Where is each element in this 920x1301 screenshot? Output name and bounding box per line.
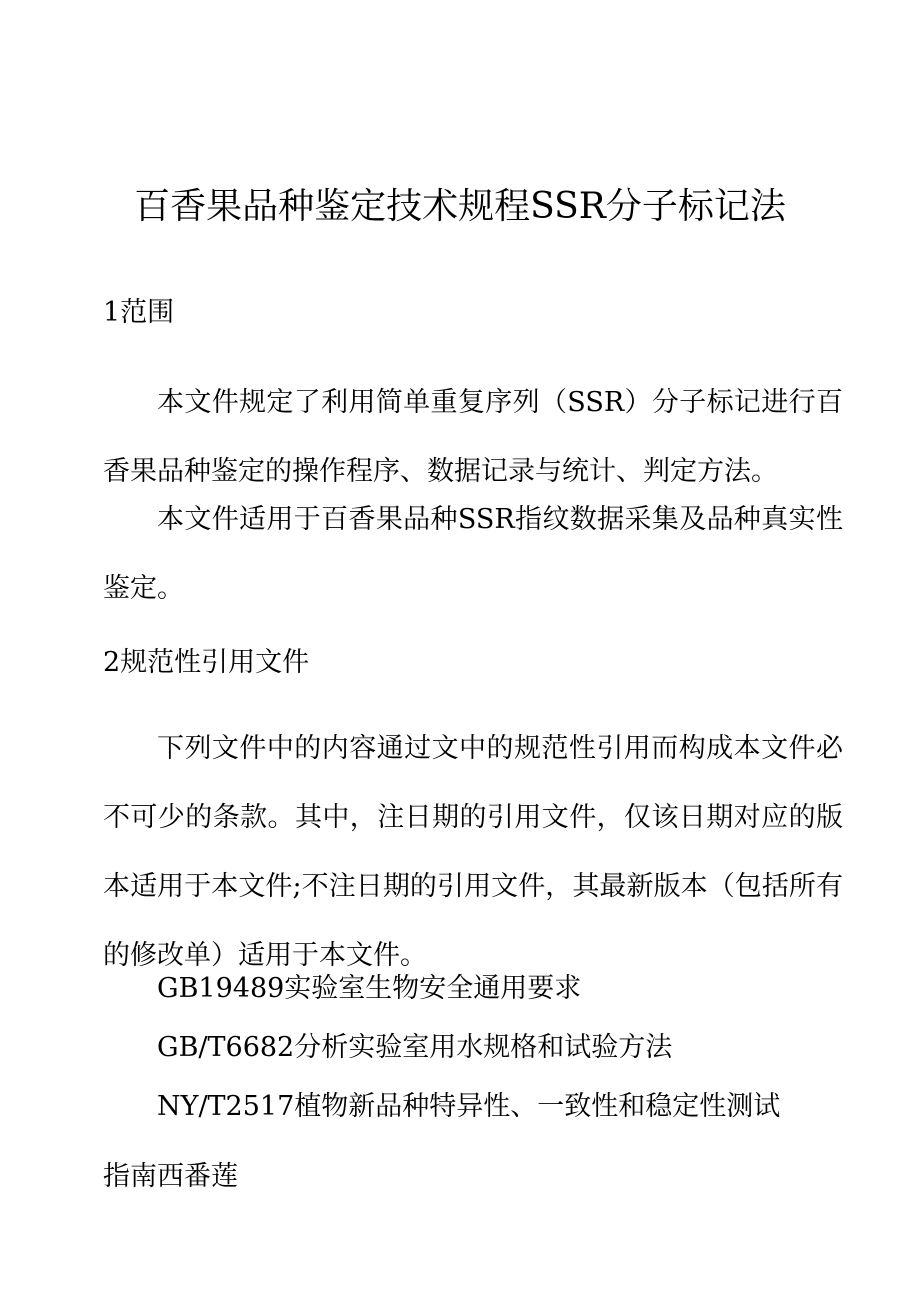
document-title: 百香果品种鉴定技术规程SSR分子标记法 xyxy=(134,186,786,227)
reference-item-gbt6682: GB/T6682分析实验室用水规格和试验方法 xyxy=(157,1032,673,1063)
reference-item-nyt2517-continuation: 指南西番莲 xyxy=(103,1161,238,1192)
reference-item-nyt2517: NY/T2517植物新品种特异性、一致性和稳定性测试 xyxy=(157,1091,781,1122)
section-heading-scope: 1范围 xyxy=(103,297,175,328)
section-heading-normative-references: 2规范性引用文件 xyxy=(103,647,310,678)
scope-paragraph-1: 本文件规定了利用简单重复序列（SSR）分子标记进行百香果品种鉴定的操作程序、数据记录与统计、判定方法。 xyxy=(103,387,843,487)
scope-paragraph-2: 本文件适用于百香果品种SSR指纹数据采集及品种真实性鉴定。 xyxy=(103,504,843,604)
references-intro-paragraph: 下列文件中的内容通过文中的规范性引用而构成本文件必不可少的条款。其中，注日期的引用文件，仅该日期对应的版本适用于本文件;不注日期的引用文件，其最新版本（包括所有的修改单）适用于本文件。 xyxy=(103,733,843,971)
reference-item-gb19489: GB19489实验室生物安全通用要求 xyxy=(157,973,582,1004)
